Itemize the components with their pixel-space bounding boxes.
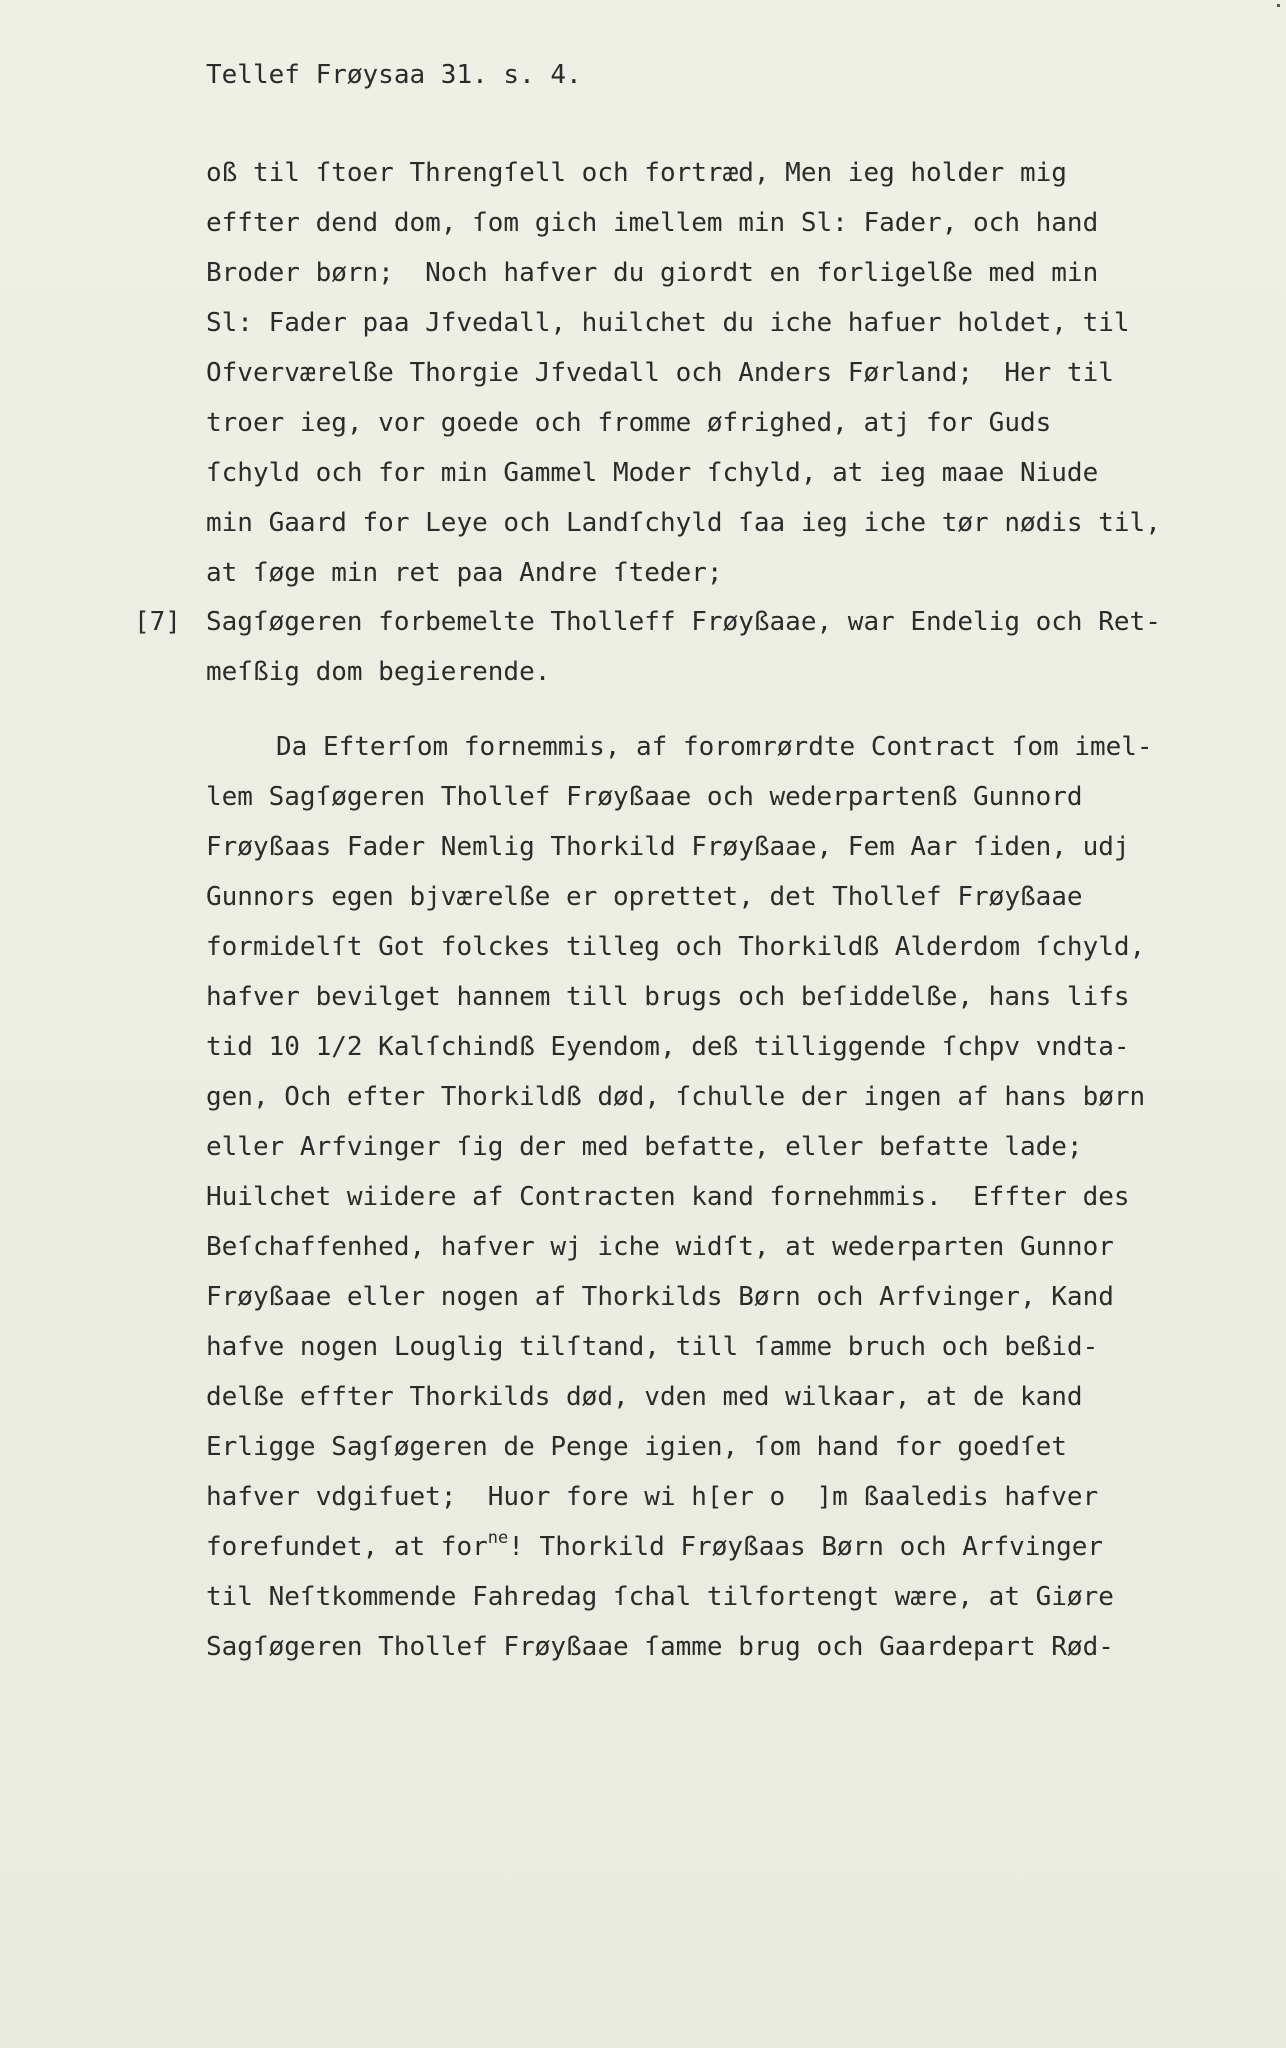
text-line: oß til ſtoer Threngſell och fortræd, Men ieg holder mig [206,158,1067,188]
text-line: Ofverværelße Thorgie Jfvedall och Anders Førland; Her til [206,358,1114,388]
text-line: at ſøge min ret paa Andre ſteder; [206,558,723,588]
text-line: Gunnors egen bjværelße er oprettet, det Thollef Frøyßaae [206,882,1083,912]
text-line: Sl: Fader paa Jfvedall, huilchet du iche hafuer holdet, til [206,308,1130,338]
text-line: lem Sagſøgeren Thollef Frøyßaae och wederpartenß Gunnord [206,782,1083,812]
text-segment: forefundet, at for [206,1532,488,1562]
text-line: delße effter Thorkilds død, vden med wilkaar, at de kand [206,1382,1083,1412]
superscript: ne [487,1528,509,1548]
page-header: Tellef Frøysaa 31. s. 4. [206,60,582,90]
text-line: til Neſtkommende Fahredag ſchal tilfortengt wære, at Giøre [206,1582,1114,1612]
text-line: Frøyßaae eller nogen af Thorkilds Børn och Arfvinger, Kand [206,1282,1114,1312]
text-line: ſchyld och for min Gammel Moder ſchyld, at ieg maae Niude [206,458,1099,488]
text-line: Beſchaffenhed, hafver wj iche widſt, at wederparten Gunnor [206,1232,1114,1262]
corner-speck [1277,4,1280,7]
text-line: Erligge Sagſøgeren de Penge igien, ſom hand for goedſet [206,1432,1067,1462]
section-marker: [7] [134,607,181,637]
text-line: hafve nogen Louglig tilſtand, till ſamme bruch och beßid- [206,1332,1099,1362]
text-line: gen, Och efter Thorkildß død, ſchulle der ingen af hans børn [206,1082,1146,1112]
text-line: eller Arfvinger ſig der med befatte, eller befatte lade; [206,1132,1083,1162]
text-line: effter dend dom, ſom gich imellem min Sl: Fader, och hand [206,208,1099,238]
text-segment: ! Thorkild Frøyßaas Børn och Arfvinger [508,1532,1104,1562]
text-line: tid 10 1/2 Kalſchindß Eyendom, deß tilliggende ſchpv vndta- [206,1032,1130,1062]
text-line: hafver vdgifuet; Huor fore wi h[er o ]m ßaaledis hafver [206,1482,1099,1512]
text-line: Broder børn; Noch hafver du giordt en forligelße med min [206,258,1099,288]
text-line: meſßig dom begierende. [206,657,551,687]
text-line: Sagſøgeren forbemelte Tholleff Frøyßaae, war Endelig och Ret- [206,607,1161,637]
text-line: Da Efterſom fornemmis, af foromrørdte Contract ſom imel- [276,732,1153,762]
text-line: hafver bevilget hannem till brugs och beſiddelße, hans lifs [206,982,1130,1012]
text-line: troer ieg, vor goede och fromme øfrighed, atj for Guds [206,408,1052,438]
text-line: Huilchet wiidere af Contracten kand fornehmmis. Effter des [206,1182,1130,1212]
text-line: formidelſt Got folckes tilleg och Thorkildß Alderdom ſchyld, [206,932,1146,962]
text-line: min Gaard for Leye och Landſchyld ſaa ieg iche tør nødis til, [206,508,1161,538]
text-line: Sagſøgeren Thollef Frøyßaae ſamme brug och Gaardepart Rød- [206,1632,1114,1662]
text-line-forefundet [206,1528,1104,1565]
text-line: Frøyßaas Fader Nemlig Thorkild Frøyßaae, Fem Aar ſiden, udj [206,832,1130,862]
